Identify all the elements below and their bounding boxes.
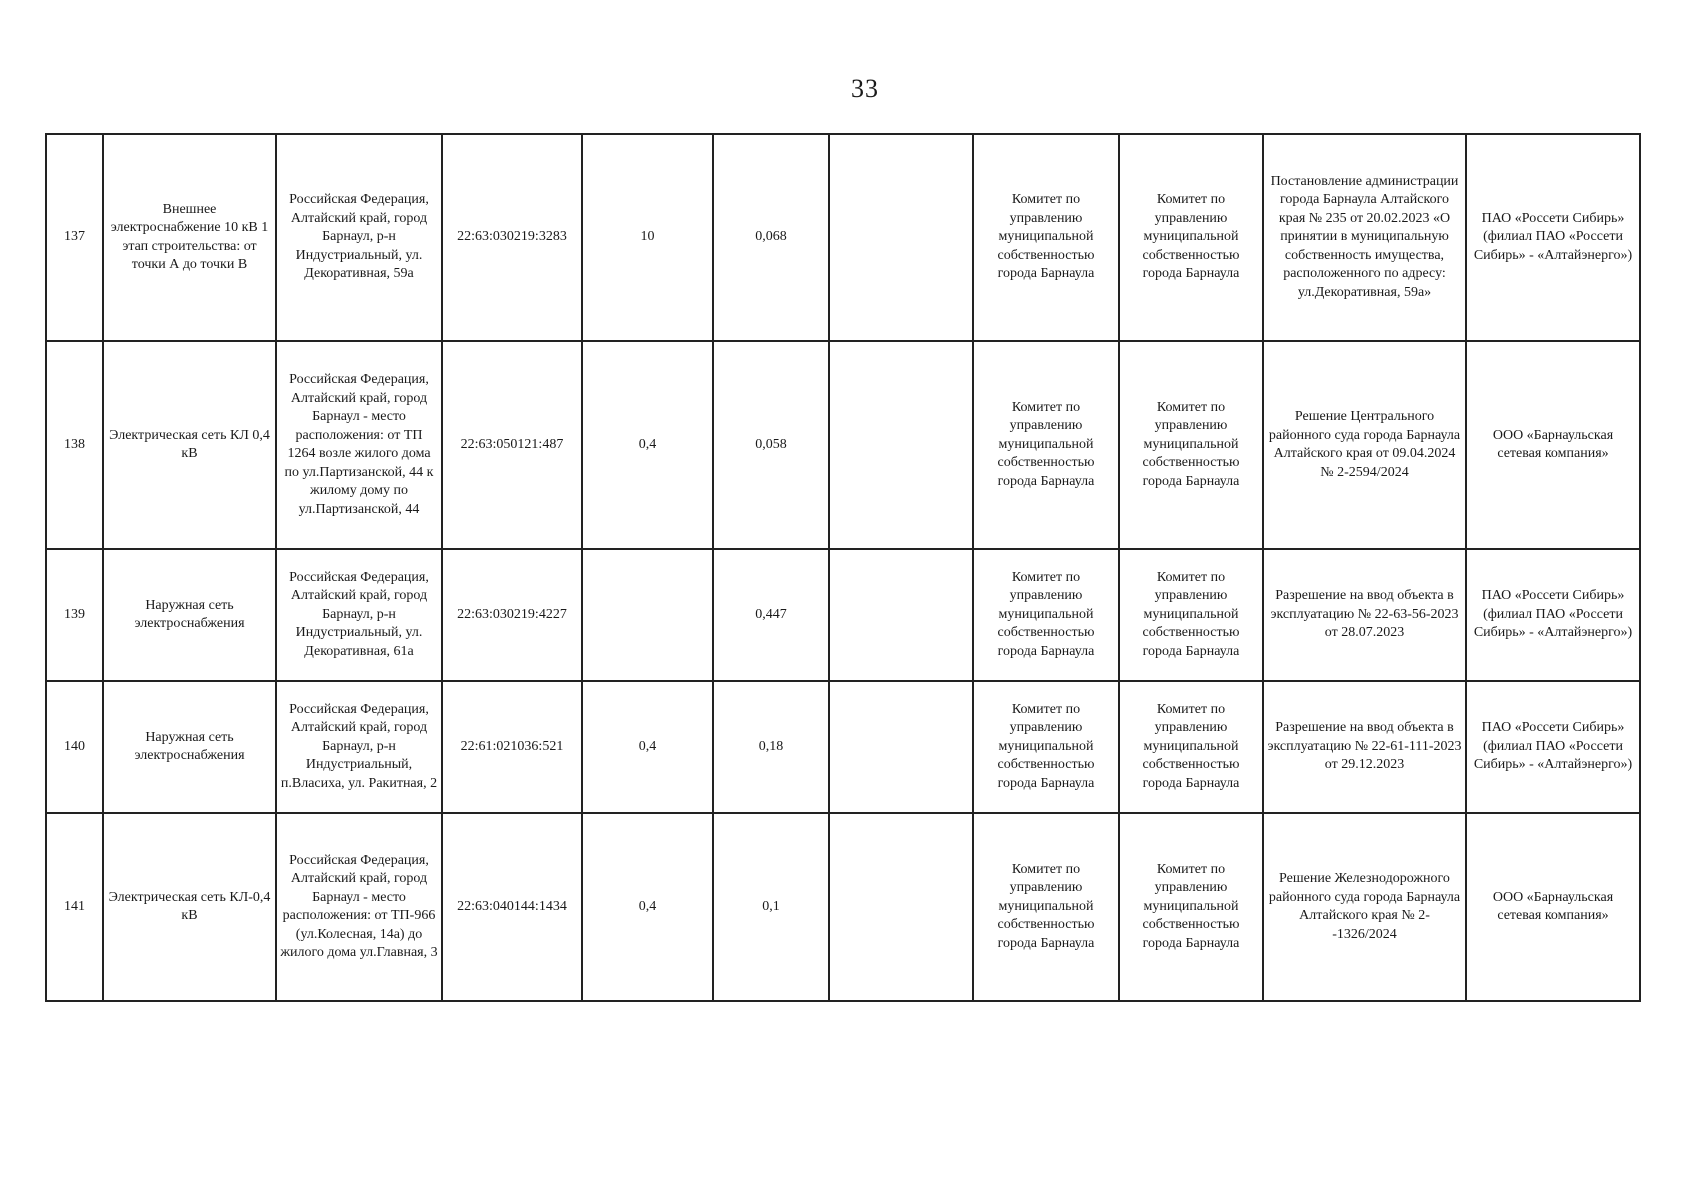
- length-value: 0,068: [713, 134, 829, 341]
- length-value: 0,058: [713, 341, 829, 549]
- rights-holder: Комитет по управлению муниципальной собственностью города Барнаула: [973, 813, 1119, 1001]
- rights-holder: Комитет по управлению муниципальной собственностью города Барнаула: [973, 341, 1119, 549]
- empty-cell: [829, 813, 973, 1001]
- row-number: 140: [46, 681, 103, 813]
- managing-body: Комитет по управлению муниципальной собственностью города Барнаула: [1119, 134, 1263, 341]
- table-row: [46, 341, 1640, 549]
- network-operator: ООО «Барнаульская сетевая компания»: [1466, 341, 1640, 549]
- cadastral-number: 22:63:040144:1434: [442, 813, 582, 1001]
- length-value: 0,1: [713, 813, 829, 1001]
- object-name: Наружная сеть электроснабжения: [103, 681, 276, 813]
- object-address: Российская Федерация, Алтайский край, город Барнаул - место расположения: от ТП-966 (ул.Колесная, 14а) до жилого дома ул.Главная, 3: [276, 813, 442, 1001]
- managing-body: Комитет по управлению муниципальной собственностью города Барнаула: [1119, 813, 1263, 1001]
- length-value: 0,18: [713, 681, 829, 813]
- rights-holder: Комитет по управлению муниципальной собственностью города Барнаула: [973, 549, 1119, 681]
- table-row: [46, 134, 1640, 341]
- cadastral-number: 22:63:030219:3283: [442, 134, 582, 341]
- voltage-value: 10: [582, 134, 713, 341]
- row-number: 139: [46, 549, 103, 681]
- managing-body: Комитет по управлению муниципальной собственностью города Барнаула: [1119, 681, 1263, 813]
- network-operator: ПАО «Россети Сибирь» (филиал ПАО «Россети Сибирь» - «Алтайэнерго»): [1466, 134, 1640, 341]
- object-name: Внешнее электроснабжение 10 кВ 1 этап строительства: от точки А до точки В: [103, 134, 276, 341]
- voltage-value: 0,4: [582, 813, 713, 1001]
- length-value: 0,447: [713, 549, 829, 681]
- object-address: Российская Федерация, Алтайский край, город Барнаул, р-н Индустриальный, ул. Декоративная, 61а: [276, 549, 442, 681]
- row-number: 138: [46, 341, 103, 549]
- legal-basis: Решение Железнодорожного районного суда города Барнаула Алтайского края № 2--1326/2024: [1263, 813, 1466, 1001]
- page-number: 33: [851, 74, 879, 103]
- row-number: 137: [46, 134, 103, 341]
- network-operator: ПАО «Россети Сибирь» (филиал ПАО «Россети Сибирь» - «Алтайэнерго»): [1466, 549, 1640, 681]
- managing-body: Комитет по управлению муниципальной собственностью города Барнаула: [1119, 341, 1263, 549]
- row-number: 141: [46, 813, 103, 1001]
- object-address: Российская Федерация, Алтайский край, город Барнаул, р-н Индустриальный, ул. Декоративная, 59а: [276, 134, 442, 341]
- object-address: Российская Федерация, Алтайский край, город Барнаул, р-н Индустриальный, п.Власиха, ул. Ракитная, 2: [276, 681, 442, 813]
- legal-basis: Разрешение на ввод объекта в эксплуатацию № 22-61-111-2023 от 29.12.2023: [1263, 681, 1466, 813]
- object-name: Электрическая сеть КЛ-0,4 кВ: [103, 813, 276, 1001]
- object-name: Наружная сеть электроснабжения: [103, 549, 276, 681]
- table-row: [46, 681, 1640, 813]
- cadastral-number: 22:63:050121:487: [442, 341, 582, 549]
- voltage-value: 0,4: [582, 341, 713, 549]
- network-operator: ПАО «Россети Сибирь» (филиал ПАО «Россети Сибирь» - «Алтайэнерго»): [1466, 681, 1640, 813]
- object-name: Электрическая сеть КЛ 0,4 кВ: [103, 341, 276, 549]
- table-row: [46, 549, 1640, 681]
- empty-cell: [829, 341, 973, 549]
- table-row: [46, 813, 1640, 1001]
- cadastral-number: 22:61:021036:521: [442, 681, 582, 813]
- network-operator: ООО «Барнаульская сетевая компания»: [1466, 813, 1640, 1001]
- voltage-value: 0,4: [582, 681, 713, 813]
- legal-basis: Разрешение на ввод объекта в эксплуатацию № 22-63-56-2023 от 28.07.2023: [1263, 549, 1466, 681]
- legal-basis: Решение Центрального районного суда города Барнаула Алтайского края от 09.04.2024 № 2-2594/2024: [1263, 341, 1466, 549]
- rights-holder: Комитет по управлению муниципальной собственностью города Барнаула: [973, 134, 1119, 341]
- voltage-value: [582, 549, 713, 681]
- cadastral-number: 22:63:030219:4227: [442, 549, 582, 681]
- object-address: Российская Федерация, Алтайский край, город Барнаул - место расположения: от ТП 1264 возле жилого дома по ул.Партизанской, 44 к жилому дому по ул.Партизанской, 44: [276, 341, 442, 549]
- empty-cell: [829, 549, 973, 681]
- empty-cell: [829, 681, 973, 813]
- rights-holder: Комитет по управлению муниципальной собственностью города Барнаула: [973, 681, 1119, 813]
- empty-cell: [829, 134, 973, 341]
- property-registry-table: [45, 133, 1641, 1002]
- managing-body: Комитет по управлению муниципальной собственностью города Барнаула: [1119, 549, 1263, 681]
- legal-basis: Постановление администрации города Барнаула Алтайского края № 235 от 20.02.2023 «О принятии в муниципальную собственность имущества, расположенного по адресу: ул.Декоративная, 59а»: [1263, 134, 1466, 341]
